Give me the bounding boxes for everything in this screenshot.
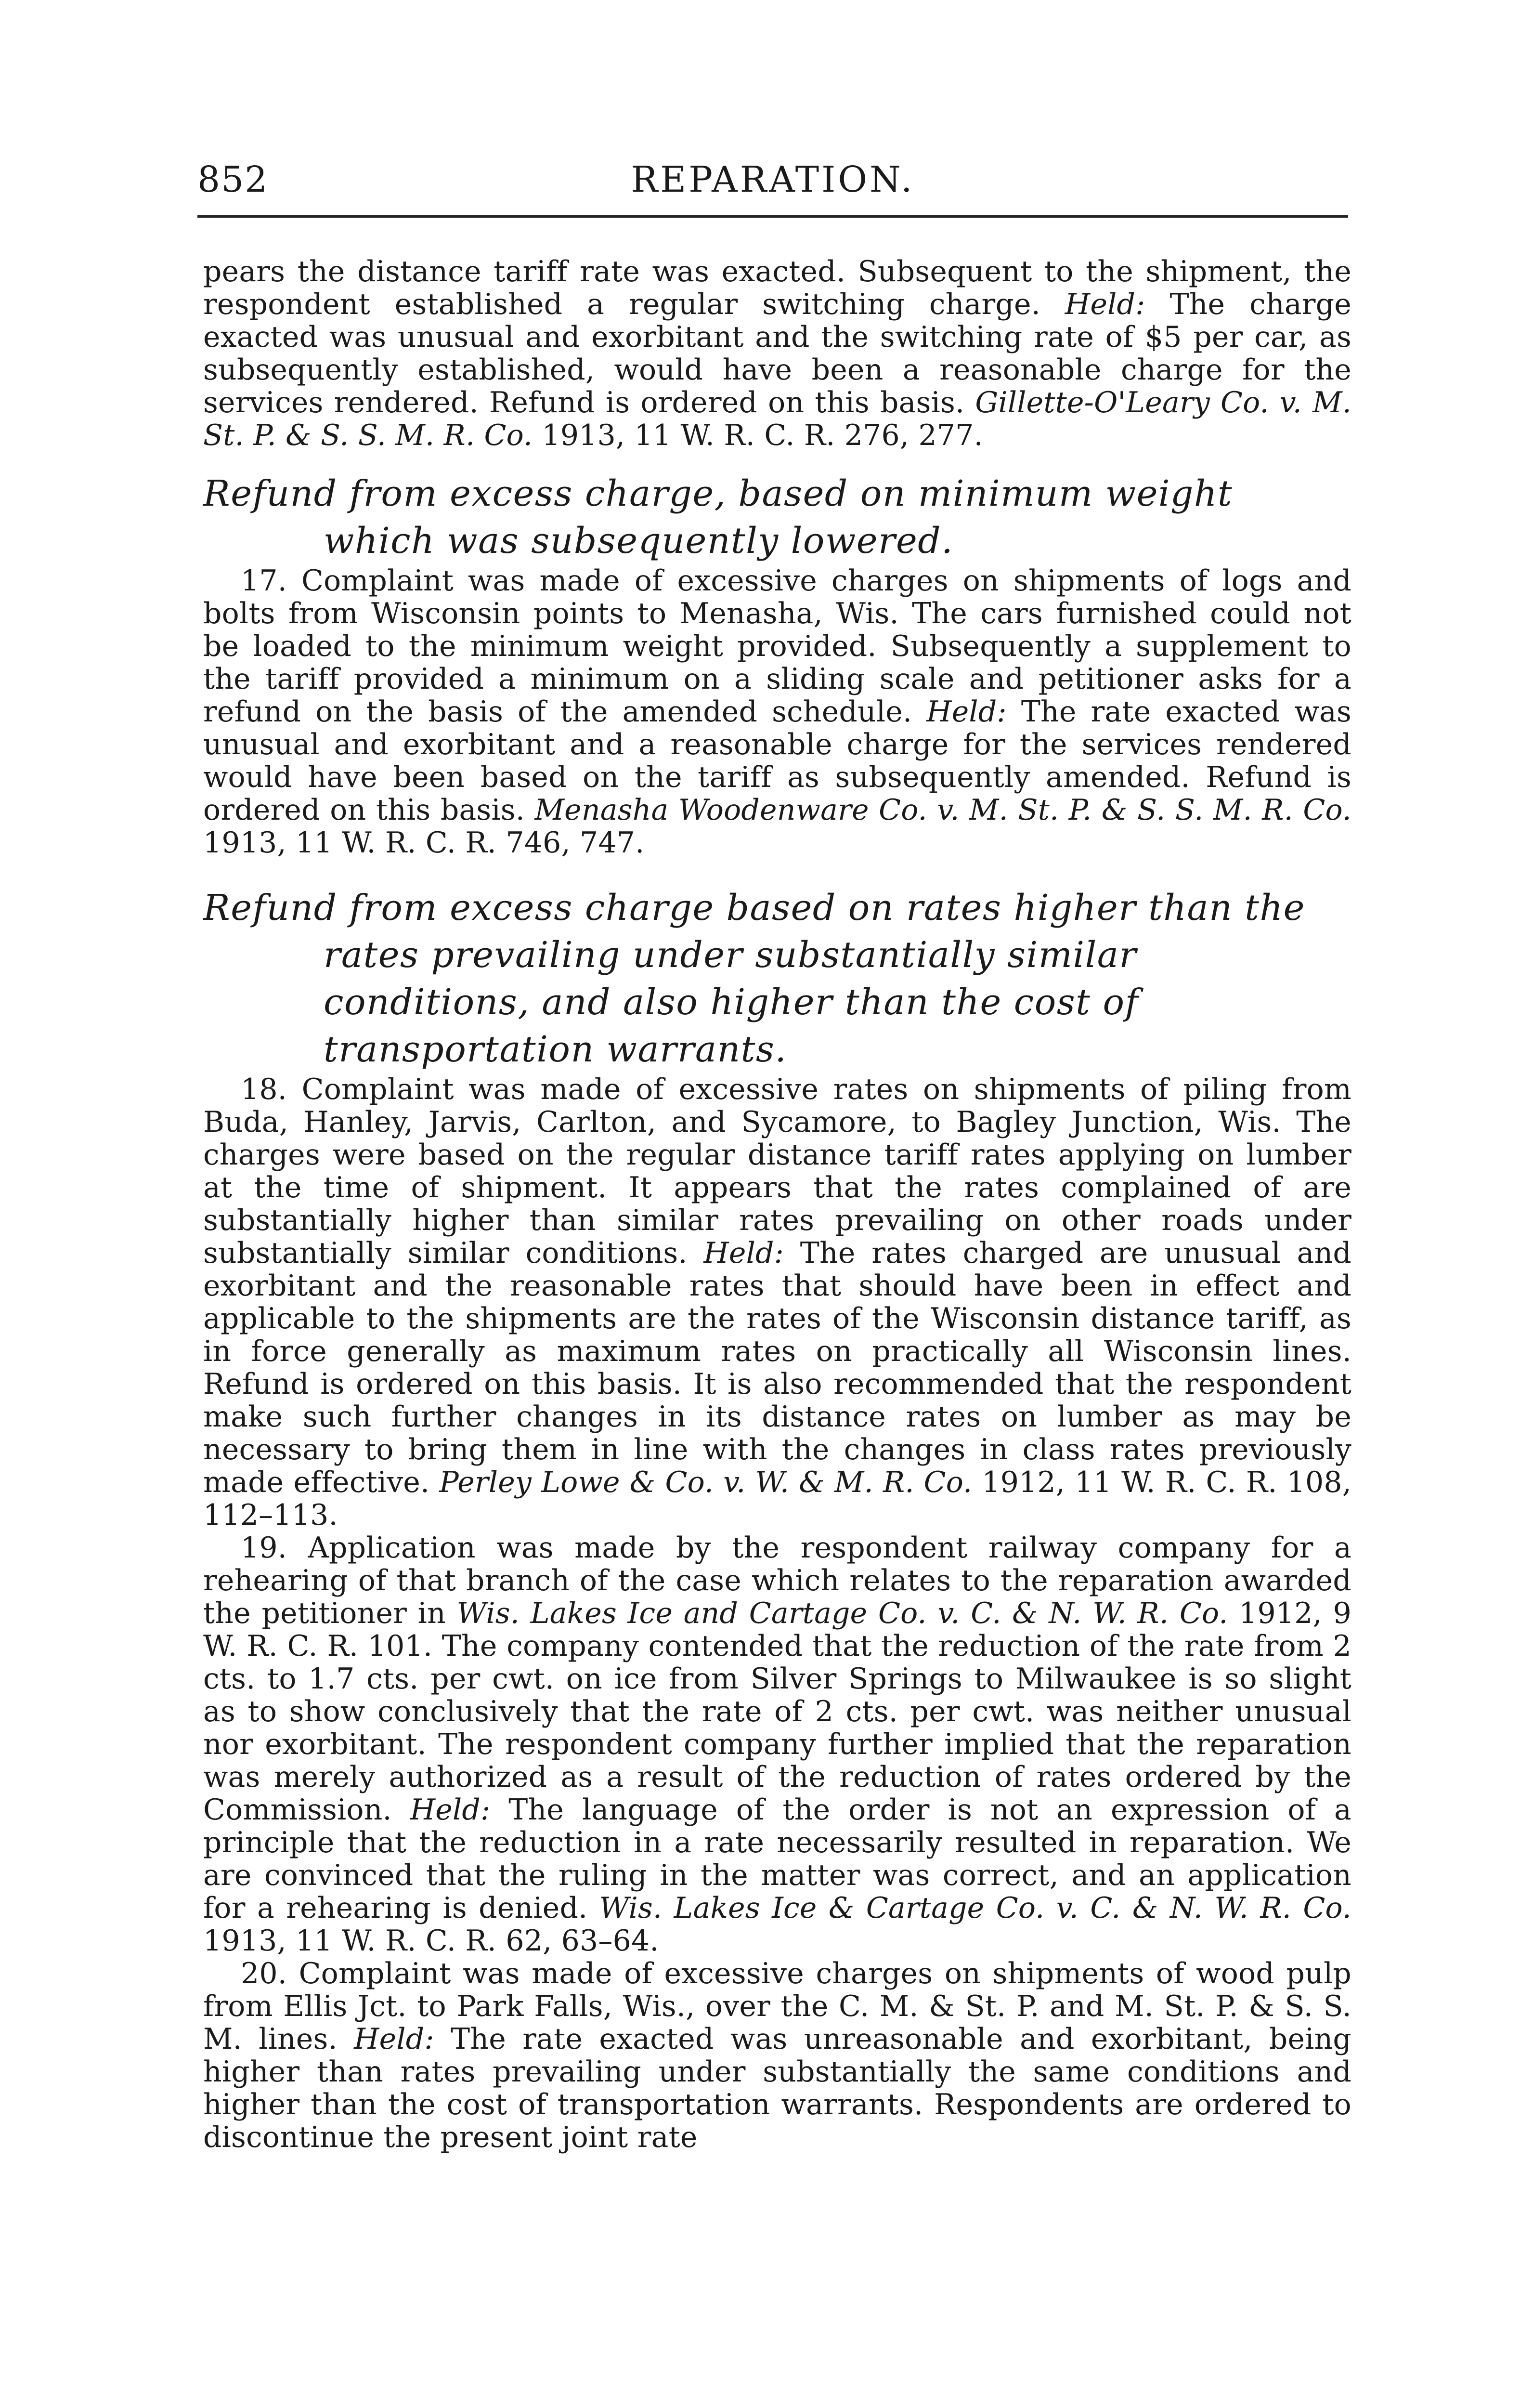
citation-reference: 1912, 11 W. R. C. R. 108, 112–113. [203, 1466, 1351, 1532]
citation-reference: 1913, 11 W. R. C. R. 62, 63–64. [203, 1924, 659, 1958]
paragraph-18 [203, 1073, 1351, 1531]
paragraph-20 [203, 1957, 1351, 2154]
case-citation: Menasha Woodenware Co. v. M. St. P. & S. S. M. R. Co. [534, 793, 1351, 827]
header-rule [197, 215, 1348, 218]
inline-case-citation: Wis. Lakes Ice and Cartage Co. v. C. & N. W. R. Co. [456, 1597, 1228, 1630]
held-label: Held: [703, 1236, 784, 1270]
body-text [203, 255, 1351, 2154]
page-header [197, 159, 1348, 212]
para-20-text-b: The rate exacted was unreasonable and exorbitant, being higher than rates prevailing under substantially the same conditions and higher than the cost of transportation warrants. Respondents are ordered to discontinue the present joint rate [203, 2022, 1352, 2154]
case-citation: Perley Lowe & Co. v. W. & M. R. Co. [439, 1466, 973, 1499]
case-citation: Gillette-O'Leary Co. v. M. St. P. & S. S. M. R. Co. [203, 386, 1352, 452]
para-19-text-c: The language of the order is not an expression of a principle that the reduction in a rate necessarily resulted in reparation. We are convinced that the ruling in the matter was correct, and an application for a rehearing is denied. [203, 1793, 1351, 1925]
citation-reference: 1913, 11 W. R. C. R. 746, 747. [203, 826, 645, 860]
case-citation: Wis. Lakes Ice & Cartage Co. v. C. & N. W. R. Co. [599, 1891, 1351, 1925]
section-heading-minimum-weight: Refund from excess charge, based on minimum weight which was subsequently lowered. [203, 473, 1233, 562]
para-20-text-a: 20. Complaint was made of excessive charges on shipments of wood pulp from Ellis Jct. to Park Falls, Wis., over the C. M. & St. P. and M. St. P. & S. S. M. lines. [203, 1957, 1351, 2056]
held-label: Held: [354, 2022, 434, 2056]
continuation-text-b: The charge exacted was unusual and exorbitant and the switching rate of $5 per car, as subsequently established, would have been a reasonable charge for the services rendered. Refund is ordered on this basis. [203, 288, 1351, 419]
continuation-text-a: pears the distance tariff rate was exacted. Subsequent to the shipment, the respondent established a regular switching charge. [203, 255, 1351, 321]
para-19-text-a: 19. Application was made by the respondent railway company for a rehearing of that branch of the case which relates to the reparation awarded the petitioner in [203, 1531, 1351, 1630]
para-18-text-b: The rates charged are unusual and exorbitant and the reasonable rates that should have been in effect and applicable to the shipments are the rates of the Wisconsin distance tariff, as in force generally as maximum rates on practically all Wisconsin lines. Refund is ordered on this basis. It is also recommended that the respondent make such further changes in its distance rates on lumber as may be necessary to bring them in line with the changes in class rates previously made effective. [203, 1236, 1351, 1499]
section-heading-higher-rates: Refund from excess charge based on rates higher than the rates prevailing under substantially similar conditions, and also higher than the cost of transportation warrants. [203, 887, 1305, 1070]
para-17-text-a: 17. Complaint was made of excessive charges on shipments of logs and bolts from Wisconsin points to Menasha, Wis. The cars furnished could not be loaded to the minimum weight provided. Subsequently a supplement to the tariff provided a minimum on a sliding scale and petitioner asks for a refund on the basis of the amended schedule. [203, 564, 1351, 729]
para-17-text-b: The rate exacted was unusual and exorbitant and a reasonable charge for the services rendered would have been based on the tariff as subsequently amended. Refund is ordered on this basis. [203, 695, 1351, 827]
para-18-text-a: 18. Complaint was made of excessive rates on shipments of piling from Buda, Hanley, Jarvis, Carlton, and Sycamore, to Bagley Junction, Wis. The charges were based on the regular distance tariff rates applying on lumber at the time of shipment. It appears that the rates complained of are substantially higher than similar rates prevailing on other roads under substantially similar conditions. [203, 1073, 1351, 1270]
citation-reference: 1913, 11 W. R. C. R. 276, 277. [533, 419, 983, 452]
held-label: Held: [1065, 288, 1145, 321]
held-label: Held: [926, 695, 1007, 729]
page-number: 852 [197, 159, 269, 200]
paragraph-19 [203, 1531, 1351, 1957]
continuation-paragraph [203, 255, 1351, 452]
paragraph-17 [203, 564, 1351, 859]
held-label: Held: [410, 1793, 491, 1827]
para-19-text-b: 1912, 9 W. R. C. R. 101. The company contended that the reduction of the rate from 2 cts. to 1.7 cts. per cwt. on ice from Silver Springs to Milwaukee is so slight as to show conclusively that the rate of 2 cts. per cwt. was neither unusual nor exorbitant. The respondent company further implied that the reparation was merely authorized as a result of the reduction of rates ordered by the Commission. [203, 1597, 1351, 1827]
running-head: REPARATION. [631, 159, 915, 200]
